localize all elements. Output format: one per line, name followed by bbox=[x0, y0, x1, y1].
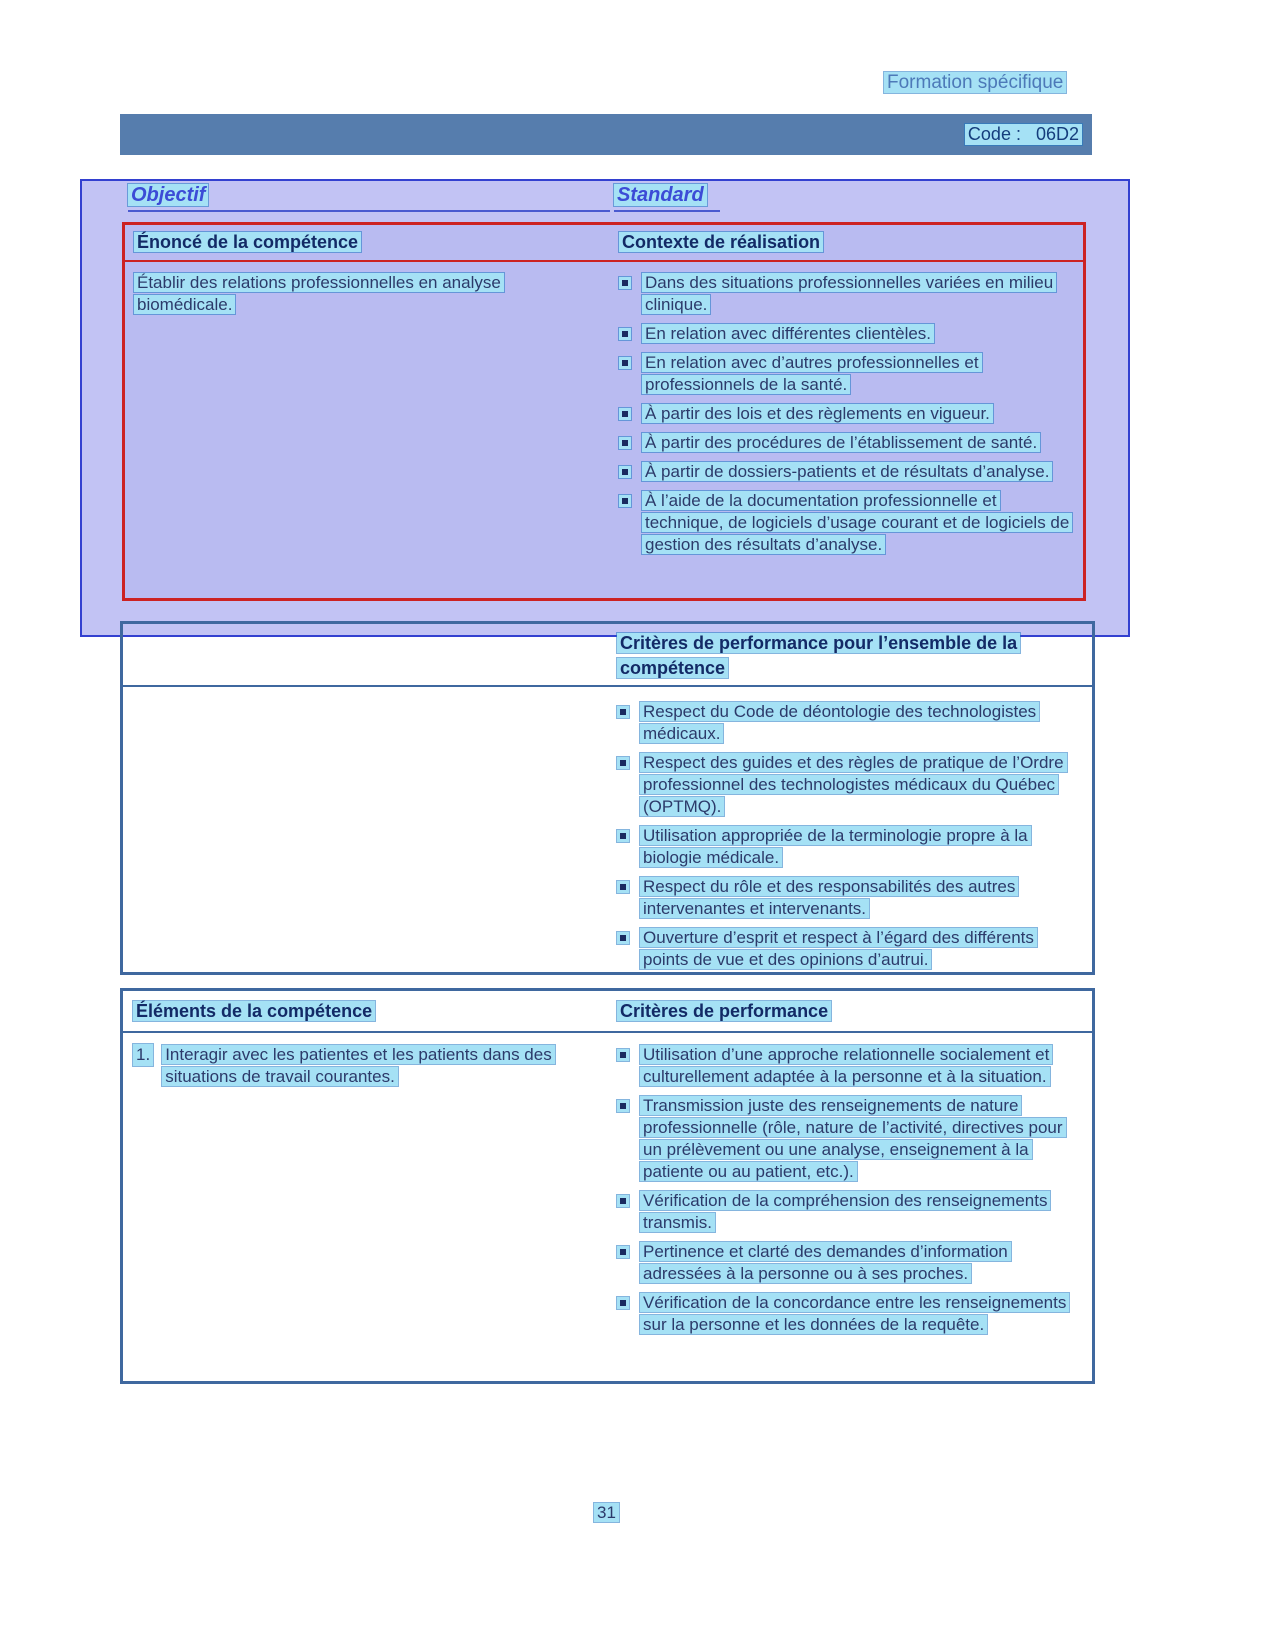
element-number: 1. bbox=[133, 1044, 153, 1066]
list-item-text-block bbox=[640, 752, 1080, 818]
square-bullet-icon bbox=[619, 466, 631, 478]
list-item-text: Respect des guides et des règles de pratique de l’Ordre professionnel des technologistes médicaux du Québec (OPTMQ). bbox=[640, 753, 1067, 816]
list-item-text-block bbox=[642, 352, 1075, 396]
square-bullet-icon bbox=[617, 1246, 629, 1258]
list-item-text: Utilisation d’une approche relationnelle socialement et culturellement adaptée à la personne et à la situation. bbox=[640, 1045, 1052, 1086]
list-item-text-block bbox=[642, 432, 1040, 454]
list-item-text: Respect du Code de déontologie des technologistes médicaux. bbox=[640, 702, 1039, 743]
elements-section bbox=[120, 988, 1095, 1384]
list-item-text-block bbox=[642, 403, 993, 425]
list-item-text-block bbox=[640, 927, 1080, 971]
list-item bbox=[617, 876, 1084, 920]
contexte-header-cell bbox=[611, 232, 823, 253]
header-note-text: Formation spécifique bbox=[884, 72, 1066, 93]
list-item bbox=[617, 1095, 1084, 1183]
square-bullet-icon bbox=[619, 328, 631, 340]
list-item-text: En relation avec d’autres professionnelles et professionnels de la santé. bbox=[642, 353, 982, 394]
enonce-header-cell bbox=[125, 232, 611, 253]
list-item-text-block bbox=[640, 701, 1080, 745]
header-note bbox=[884, 72, 1066, 94]
square-bullet-icon bbox=[619, 495, 631, 507]
element-cell bbox=[123, 1044, 607, 1343]
page-number-text: 31 bbox=[594, 1503, 619, 1522]
criteria-cell bbox=[607, 1044, 1092, 1343]
list-item bbox=[619, 490, 1075, 556]
list-item-text: À partir des procédures de l’établissement de santé. bbox=[642, 433, 1040, 452]
list-item-text-block bbox=[642, 490, 1075, 556]
square-bullet-icon bbox=[617, 1049, 629, 1061]
square-bullet-icon bbox=[619, 437, 631, 449]
competency-statement-table bbox=[122, 222, 1086, 601]
objective-panel bbox=[80, 179, 1130, 637]
list-item bbox=[617, 1044, 1084, 1088]
list-item bbox=[619, 323, 1075, 345]
list-item-text: Pertinence et clarté des demandes d’information adressées à la personne ou à ses proches. bbox=[640, 1242, 1011, 1283]
list-item bbox=[617, 1241, 1084, 1285]
overall-criteria-header-block bbox=[617, 631, 1022, 681]
criteria-header-text: Critères de performance bbox=[617, 1001, 831, 1021]
title-bar bbox=[120, 114, 1092, 155]
list-item-text: Dans des situations professionnelles variées en milieu clinique. bbox=[642, 273, 1056, 314]
element-text: Interagir avec les patientes et les patients dans des situations de travail courantes. bbox=[162, 1045, 555, 1086]
list-item-text: Respect du rôle et des responsabilités des autres intervenantes et intervenants. bbox=[640, 877, 1018, 918]
competency-table-header-row bbox=[125, 225, 1083, 262]
standard-heading-text: Standard bbox=[614, 184, 707, 206]
list-item-text-block bbox=[640, 1292, 1080, 1336]
square-bullet-icon bbox=[619, 277, 631, 289]
criteria-header-cell bbox=[607, 1001, 831, 1022]
list-item-text: Vérification de la concordance entre les renseignements sur la personne et les données de la requête. bbox=[640, 1293, 1069, 1334]
objectif-heading bbox=[128, 184, 610, 212]
list-item-text-block bbox=[640, 1095, 1080, 1183]
square-bullet-icon bbox=[617, 881, 629, 893]
list-item-text-block bbox=[642, 272, 1075, 316]
square-bullet-icon bbox=[617, 757, 629, 769]
enonce-header-text: Énoncé de la compétence bbox=[134, 232, 361, 252]
elements-body bbox=[123, 1033, 1092, 1343]
list-item bbox=[617, 1292, 1084, 1336]
elements-header-cell bbox=[123, 1001, 607, 1022]
list-item-text-block bbox=[640, 1190, 1080, 1234]
list-item bbox=[617, 701, 1084, 745]
contexte-cell bbox=[611, 262, 1083, 563]
elements-header-row bbox=[123, 991, 1092, 1033]
enonce-cell bbox=[125, 262, 611, 563]
square-bullet-icon bbox=[619, 357, 631, 369]
list-item-text: À l’aide de la documentation professionnelle et technique, de logiciels d’usage courant et de logiciels de gestion des résultats d’analyse. bbox=[642, 491, 1072, 554]
list-item-text-block bbox=[642, 323, 934, 345]
list-item bbox=[619, 272, 1075, 316]
square-bullet-icon bbox=[617, 1195, 629, 1207]
overall-criteria-body bbox=[123, 687, 1092, 971]
list-item-text: À partir de dossiers-patients et de résultats d’analyse. bbox=[642, 462, 1052, 481]
elements-header-text: Éléments de la compétence bbox=[133, 1001, 375, 1021]
square-bullet-icon bbox=[619, 408, 631, 420]
overall-criteria-section bbox=[120, 621, 1095, 975]
list-item bbox=[617, 1190, 1084, 1234]
list-item-text: À partir des lois et des règlements en vigueur. bbox=[642, 404, 993, 423]
square-bullet-icon bbox=[617, 706, 629, 718]
objectif-heading-text: Objectif bbox=[128, 184, 208, 206]
list-item-text-block bbox=[640, 876, 1080, 920]
list-item-text-block bbox=[640, 1241, 1080, 1285]
document-code: Code : 06D2 bbox=[965, 124, 1082, 145]
square-bullet-icon bbox=[617, 932, 629, 944]
list-item-text: Ouverture d’esprit et respect à l’égard des différents points de vue et des opinions d’autrui. bbox=[640, 928, 1037, 969]
list-item bbox=[619, 352, 1075, 396]
overall-criteria-header-row bbox=[123, 624, 1092, 687]
list-item bbox=[619, 403, 1075, 425]
list-item bbox=[619, 461, 1075, 483]
competency-table-body bbox=[125, 262, 1083, 563]
list-item-text: Vérification de la compréhension des renseignements transmis. bbox=[640, 1191, 1050, 1232]
enonce-text-block bbox=[134, 272, 579, 316]
list-item-text: En relation avec différentes clientèles. bbox=[642, 324, 934, 343]
list-item bbox=[619, 432, 1075, 454]
element-text-block bbox=[162, 1044, 570, 1088]
list-item-text: Transmission juste des renseignements de nature professionnelle (rôle, nature de l’activité, directives pour un prélèvement ou une analyse, enseignement à la patiente ou au patient, etc.). bbox=[640, 1096, 1066, 1181]
contexte-header-text: Contexte de réalisation bbox=[619, 232, 823, 252]
list-item bbox=[617, 927, 1084, 971]
list-item-text-block bbox=[640, 825, 1080, 869]
square-bullet-icon bbox=[617, 1100, 629, 1112]
enonce-text: Établir des relations professionnelles en analyse biomédicale. bbox=[134, 273, 504, 314]
list-item-text-block bbox=[640, 1044, 1080, 1088]
list-item bbox=[617, 752, 1084, 818]
list-item bbox=[617, 825, 1084, 869]
overall-criteria-header-text: Critères de performance pour l’ensemble de la compétence bbox=[617, 633, 1020, 678]
list-item-text-block bbox=[642, 461, 1052, 483]
page-number bbox=[594, 1503, 619, 1523]
square-bullet-icon bbox=[617, 830, 629, 842]
list-item-text: Utilisation appropriée de la terminologie propre à la biologie médicale. bbox=[640, 826, 1031, 867]
square-bullet-icon bbox=[617, 1297, 629, 1309]
standard-heading bbox=[614, 184, 720, 212]
